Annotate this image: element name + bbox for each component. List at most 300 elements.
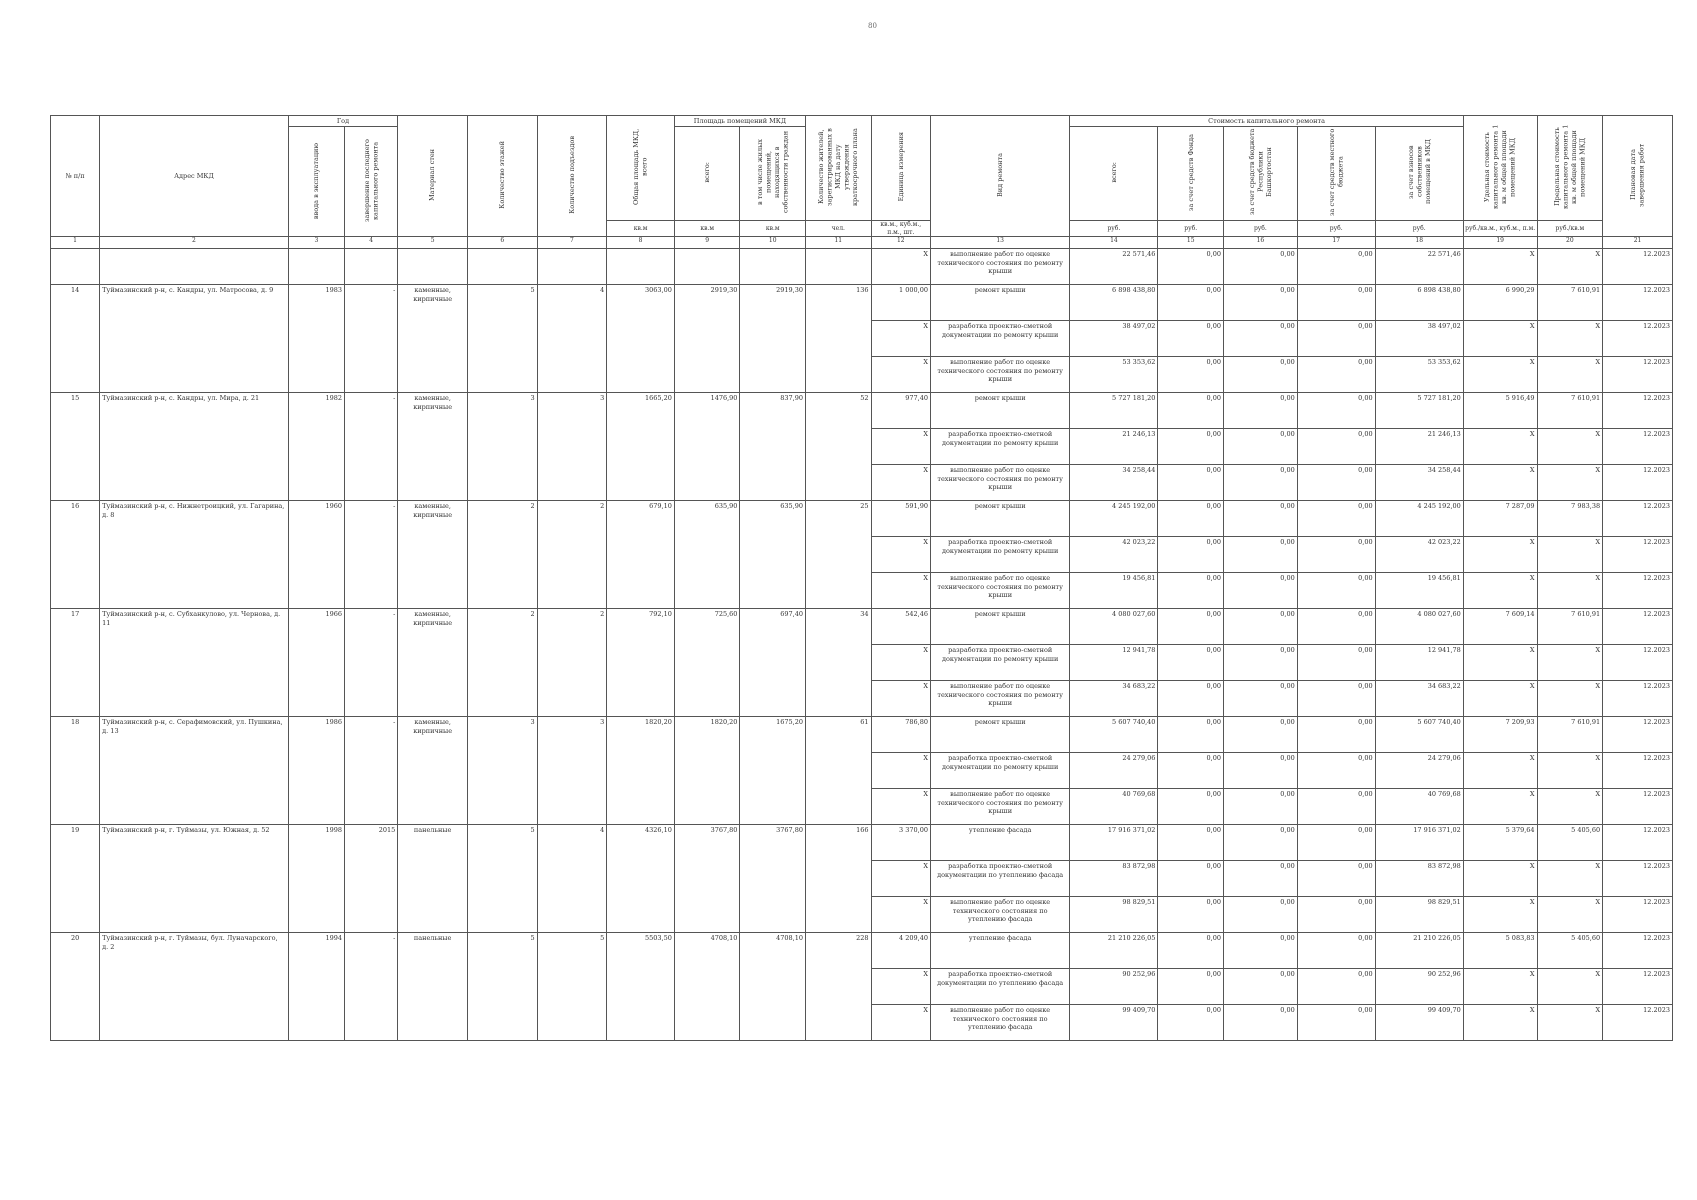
cell-cost-owners: 21 210 226,05 [1375, 933, 1463, 969]
cell-cost-fund: 0,00 [1158, 429, 1224, 465]
cell-cost-owners: 83 872,98 [1375, 861, 1463, 897]
cell-cost-fund: 0,00 [1158, 573, 1224, 609]
cell-cost-republic: 0,00 [1224, 429, 1298, 465]
cell-cost-total: 4 080 027,60 [1070, 609, 1158, 645]
cell-num: 19 [51, 825, 100, 933]
cell-residents: 52 [806, 393, 872, 501]
cell-specific-cost: Х [1463, 969, 1537, 1005]
column-number: 11 [806, 237, 872, 249]
column-numbers-row [51, 237, 1673, 249]
cell-cost-owners: 4 080 027,60 [1375, 609, 1463, 645]
header-cost-fund: за счет средств Фонда [1158, 127, 1224, 220]
unit-specific: руб./кв.м., куб.м., п.м. [1463, 220, 1537, 237]
cell-planned-date: 12.2023 [1603, 753, 1673, 789]
cell-cost-owners: 90 252,96 [1375, 969, 1463, 1005]
cell-planned-date: 12.2023 [1603, 645, 1673, 681]
cell-cost-republic: 0,00 [1224, 933, 1298, 969]
cell-cost-total: 21 246,13 [1070, 429, 1158, 465]
header-premises-residential: в том числе жилых помещений, находящихся в собственности граждан [740, 127, 806, 220]
cell-cost-local: 0,00 [1297, 717, 1375, 753]
cell-cost-fund: 0,00 [1158, 861, 1224, 897]
cell-entrances: 4 [537, 825, 607, 933]
cell-cost-owners: 34 683,22 [1375, 681, 1463, 717]
cell-premises-residential: 697,40 [740, 609, 806, 717]
cell-max-cost: 7 983,38 [1537, 501, 1603, 537]
cell-year-built: 1960 [288, 501, 344, 609]
cell-measure: 977,40 [871, 393, 930, 429]
cell-cost-local: 0,00 [1297, 321, 1375, 357]
cell-year-repair: 2015 [345, 825, 398, 933]
cell-repair-type: разработка проектно-сметной документации по ремонту крыши [931, 537, 1070, 573]
header-specific-cost: Удельная стоимость капитального ремонта 1 кв. м общей площади помещений МКД [1463, 116, 1537, 221]
cell-repair-type: разработка проектно-сметной документации по ремонту крыши [931, 429, 1070, 465]
column-number: 10 [740, 237, 806, 249]
column-number: 20 [1537, 237, 1603, 249]
column-number: 5 [398, 237, 468, 249]
cell-cost-fund: 0,00 [1158, 645, 1224, 681]
header-total-area: Общая площадь МКД, всего [607, 116, 675, 221]
unit-measure: кв.м., куб.м., п.м., шт. [871, 220, 930, 237]
cell-specific-cost: Х [1463, 465, 1537, 501]
column-number: 21 [1603, 237, 1673, 249]
cell-measure: Х [871, 465, 930, 501]
cell-planned-date: 12.2023 [1603, 393, 1673, 429]
cell-cost-owners: 19 456,81 [1375, 573, 1463, 609]
cell-cost-owners: 17 916 371,02 [1375, 825, 1463, 861]
cell-repair-type: разработка проектно-сметной документации по ремонту крыши [931, 321, 1070, 357]
cell-cost-owners: 34 258,44 [1375, 465, 1463, 501]
cell-cost-owners: 53 353,62 [1375, 357, 1463, 393]
cell-cost-total: 12 941,78 [1070, 645, 1158, 681]
cell-repair-type: разработка проектно-сметной документации по утеплению фасада [931, 861, 1070, 897]
header-year-commission: ввода в эксплуатацию [288, 127, 344, 237]
cell-num: 14 [51, 285, 100, 393]
cell-year-repair: - [345, 501, 398, 609]
cell-floors: 5 [467, 285, 537, 393]
cell-year-repair: - [345, 717, 398, 825]
unit-rub-republic: руб. [1224, 220, 1298, 237]
repair-plan-table-container [50, 115, 1673, 1041]
cell-year-repair: - [345, 933, 398, 1041]
cell-cost-republic: 0,00 [1224, 717, 1298, 753]
cell-planned-date: 12.2023 [1603, 933, 1673, 969]
header-residents: Количество жителей, зарегистрированных в МКД на дату утверждения краткосрочного плана [806, 116, 872, 221]
cell-entrances: 5 [537, 933, 607, 1041]
table-row [51, 933, 1673, 969]
cell-repair-type: утепление фасада [931, 933, 1070, 969]
column-number: 16 [1224, 237, 1298, 249]
cell-cost-republic: 0,00 [1224, 1005, 1298, 1041]
cell-residents: 228 [806, 933, 872, 1041]
cell-cost-fund: 0,00 [1158, 897, 1224, 933]
cell-planned-date: 12.2023 [1603, 285, 1673, 321]
column-number: 13 [931, 237, 1070, 249]
cell-wall-material: панельные [398, 933, 468, 1041]
cell-planned-date: 12.2023 [1603, 609, 1673, 645]
cell-measure: Х [871, 537, 930, 573]
cell-year-repair: - [345, 609, 398, 717]
cell-cost-owners: 40 769,68 [1375, 789, 1463, 825]
table-body [51, 249, 1673, 1041]
cell-cost-total: 17 916 371,02 [1070, 825, 1158, 861]
cell-planned-date: 12.2023 [1603, 825, 1673, 861]
cell-floors: 2 [467, 501, 537, 609]
unit-rub-owners: руб. [1375, 220, 1463, 237]
cell-cost-republic: 0,00 [1224, 357, 1298, 393]
cell-total-area: 3063,00 [607, 285, 675, 393]
cell-max-cost: Х [1537, 573, 1603, 609]
cell-measure: Х [871, 321, 930, 357]
cell-floors: 5 [467, 825, 537, 933]
cell-cost-fund: 0,00 [1158, 789, 1224, 825]
table-row [51, 609, 1673, 645]
cell-cost-fund: 0,00 [1158, 969, 1224, 1005]
cell-year-built: 1986 [288, 717, 344, 825]
cell-cost-republic: 0,00 [1224, 321, 1298, 357]
cell-repair-type: утепление фасада [931, 825, 1070, 861]
cell-cost-fund: 0,00 [1158, 537, 1224, 573]
cell-specific-cost: Х [1463, 321, 1537, 357]
cell-cost-local: 0,00 [1297, 681, 1375, 717]
cell-specific-cost: Х [1463, 681, 1537, 717]
table-row [51, 825, 1673, 861]
cell-cost-local: 0,00 [1297, 753, 1375, 789]
cell-cost-local: 0,00 [1297, 645, 1375, 681]
cell-specific-cost: 7 287,09 [1463, 501, 1537, 537]
cell-num: 17 [51, 609, 100, 717]
column-number: 1 [51, 237, 100, 249]
cell-specific-cost: 7 209,93 [1463, 717, 1537, 753]
cell-entrances: 2 [537, 609, 607, 717]
cell-max-cost: 5 405,60 [1537, 933, 1603, 969]
cell-year-repair: - [345, 285, 398, 393]
unit-area: кв.м [607, 220, 675, 237]
cell-address: Туймазинский р-н, с. Нижнетроицкий, ул. Гагарина, д. 8 [100, 501, 289, 609]
column-number: 19 [1463, 237, 1537, 249]
cell-wall-material: панельные [398, 825, 468, 933]
cell-cost-local: 0,00 [1297, 609, 1375, 645]
cell-cost-total: 83 872,98 [1070, 861, 1158, 897]
unit-area2: кв.м [674, 220, 740, 237]
cell-cost-republic: 0,00 [1224, 645, 1298, 681]
cell-cost-owners: 38 497,02 [1375, 321, 1463, 357]
cell-entrances: 4 [537, 285, 607, 393]
cell-max-cost: Х [1537, 897, 1603, 933]
cell-year-built: 1998 [288, 825, 344, 933]
unit-people: чел. [806, 220, 872, 237]
cell-cost-republic: 0,00 [1224, 393, 1298, 429]
cell-total-area: 679,10 [607, 501, 675, 609]
cell-measure: Х [871, 969, 930, 1005]
cell-specific-cost: Х [1463, 573, 1537, 609]
cell-cost-fund: 0,00 [1158, 249, 1224, 285]
cell-planned-date: 12.2023 [1603, 897, 1673, 933]
cell-premises-total: 635,90 [674, 501, 740, 609]
cell-cost-republic: 0,00 [1224, 249, 1298, 285]
cell-premises-residential: 2919,30 [740, 285, 806, 393]
cell-cost-total: 98 829,51 [1070, 897, 1158, 933]
cell-planned-date: 12.2023 [1603, 1005, 1673, 1041]
cell-specific-cost: Х [1463, 537, 1537, 573]
header-floors: Количество этажей [467, 116, 537, 237]
repair-plan-table [50, 115, 1673, 1041]
cell-planned-date: 12.2023 [1603, 717, 1673, 753]
cell-planned-date: 12.2023 [1603, 465, 1673, 501]
cell-measure: 591,90 [871, 501, 930, 537]
cell-num: 16 [51, 501, 100, 609]
cell-planned-date: 12.2023 [1603, 789, 1673, 825]
cell-cost-republic: 0,00 [1224, 537, 1298, 573]
cell-repair-type: разработка проектно-сметной документации по ремонту крыши [931, 645, 1070, 681]
cell-address: Туймазинский р-н, г. Туймазы, ул. Южная, д. 52 [100, 825, 289, 933]
cell-entrances: 3 [537, 393, 607, 501]
cell-cost-republic: 0,00 [1224, 681, 1298, 717]
cell-cost-local: 0,00 [1297, 429, 1375, 465]
column-number: 15 [1158, 237, 1224, 249]
cell-specific-cost: Х [1463, 429, 1537, 465]
cell-measure: Х [871, 897, 930, 933]
cell-cost-owners: 21 246,13 [1375, 429, 1463, 465]
cell-cost-local: 0,00 [1297, 285, 1375, 321]
cell-floors: 3 [467, 717, 537, 825]
cell-repair-type: ремонт крыши [931, 501, 1070, 537]
cell-measure: Х [871, 357, 930, 393]
header-cost-republic: за счет средств бюджета Республики Башкортостан [1224, 127, 1298, 220]
cell-max-cost: Х [1537, 429, 1603, 465]
column-number: 12 [871, 237, 930, 249]
cell-address: Туймазинский р-н, с. Кандры, ул. Матросова, д. 9 [100, 285, 289, 393]
cell-cost-local: 0,00 [1297, 537, 1375, 573]
cell-cost-local: 0,00 [1297, 393, 1375, 429]
cell-max-cost: Х [1537, 321, 1603, 357]
cell-premises-residential: 4708,10 [740, 933, 806, 1041]
cell-max-cost: Х [1537, 753, 1603, 789]
cell-max-cost: Х [1537, 969, 1603, 1005]
cell-cost-total: 24 279,06 [1070, 753, 1158, 789]
cell-cost-local: 0,00 [1297, 861, 1375, 897]
cell-cost-local: 0,00 [1297, 357, 1375, 393]
cell-wall-material: каменные, кирпичные [398, 393, 468, 501]
cell-max-cost: 7 610,91 [1537, 609, 1603, 645]
header-planned-date: Плановая дата завершения работ [1603, 116, 1673, 237]
cell-cost-owners: 22 571,46 [1375, 249, 1463, 285]
cell-specific-cost: Х [1463, 789, 1537, 825]
cell-premises-residential: 3767,80 [740, 825, 806, 933]
cell-cost-local: 0,00 [1297, 1005, 1375, 1041]
cell-repair-type: выполнение работ по оценке технического состояния по ремонту крыши [931, 573, 1070, 609]
cell-total-area: 1820,20 [607, 717, 675, 825]
header-address: Адрес МКД [100, 116, 289, 237]
cell-max-cost: Х [1537, 537, 1603, 573]
cell-max-cost: 7 610,91 [1537, 717, 1603, 753]
cell-premises-total: 725,60 [674, 609, 740, 717]
column-number: 14 [1070, 237, 1158, 249]
cell-premises-total: 4708,10 [674, 933, 740, 1041]
cell-premises-total: 3767,80 [674, 825, 740, 933]
cell-wall-material: каменные, кирпичные [398, 501, 468, 609]
cell-residents: 61 [806, 717, 872, 825]
cell-measure: Х [871, 249, 930, 285]
cell-total-area: 5503,50 [607, 933, 675, 1041]
column-number: 8 [607, 237, 675, 249]
cell-cost-total: 4 245 192,00 [1070, 501, 1158, 537]
cell-cost-fund: 0,00 [1158, 285, 1224, 321]
cell-total-area: 4326,10 [607, 825, 675, 933]
cell-max-cost: Х [1537, 465, 1603, 501]
header-premises-group: Площадь помещений МКД [674, 116, 805, 127]
cell-specific-cost: Х [1463, 753, 1537, 789]
cell-cost-republic: 0,00 [1224, 609, 1298, 645]
cell-planned-date: 12.2023 [1603, 357, 1673, 393]
cell-premises-residential: 635,90 [740, 501, 806, 609]
cell-cost-fund: 0,00 [1158, 321, 1224, 357]
cell-cost-total: 99 409,70 [1070, 1005, 1158, 1041]
cell-cost-local: 0,00 [1297, 825, 1375, 861]
cell-cost-local: 0,00 [1297, 249, 1375, 285]
cell-cost-republic: 0,00 [1224, 897, 1298, 933]
cell-num: 18 [51, 717, 100, 825]
column-number: 7 [537, 237, 607, 249]
cell-premises-total: 1476,90 [674, 393, 740, 501]
cell-cost-fund: 0,00 [1158, 717, 1224, 753]
cell-planned-date: 12.2023 [1603, 501, 1673, 537]
cell-max-cost: 7 610,91 [1537, 393, 1603, 429]
cell-planned-date: 12.2023 [1603, 681, 1673, 717]
cell-planned-date: 12.2023 [1603, 537, 1673, 573]
cell-cost-republic: 0,00 [1224, 789, 1298, 825]
cell-cost-total: 34 258,44 [1070, 465, 1158, 501]
cell-cost-local: 0,00 [1297, 573, 1375, 609]
cell-premises-total: 2919,30 [674, 285, 740, 393]
cell-cost-fund: 0,00 [1158, 465, 1224, 501]
cell-residents: 166 [806, 825, 872, 933]
cell-cost-republic: 0,00 [1224, 573, 1298, 609]
cell-floors: 3 [467, 393, 537, 501]
cell-cost-total: 5 727 181,20 [1070, 393, 1158, 429]
cell-cost-local: 0,00 [1297, 933, 1375, 969]
cell-measure: 786,80 [871, 717, 930, 753]
header-repair-type: Вид ремонта [931, 116, 1070, 237]
cell-repair-type: выполнение работ по оценке технического состояния по ремонту крыши [931, 789, 1070, 825]
cell-premises-total: 1820,20 [674, 717, 740, 825]
cell-cost-owners: 24 279,06 [1375, 753, 1463, 789]
cell-cost-local: 0,00 [1297, 897, 1375, 933]
cell-premises-residential: 1675,20 [740, 717, 806, 825]
cell-max-cost: Х [1537, 249, 1603, 285]
cell-planned-date: 12.2023 [1603, 249, 1673, 285]
cell-repair-type: ремонт крыши [931, 717, 1070, 753]
cell-floors: 2 [467, 609, 537, 717]
cell-max-cost: Х [1537, 1005, 1603, 1041]
cell-wall-material: каменные, кирпичные [398, 285, 468, 393]
cell-residents: 25 [806, 501, 872, 609]
cell-cost-owners: 42 023,22 [1375, 537, 1463, 573]
header-cost-local: за счет средств местного бюджета [1297, 127, 1375, 220]
header-year-group: Год [288, 116, 398, 127]
cell-repair-type: ремонт крыши [931, 393, 1070, 429]
cell-cost-republic: 0,00 [1224, 501, 1298, 537]
cell-measure: Х [871, 1005, 930, 1041]
header-entrances: Количество подъездов [537, 116, 607, 237]
cell-cost-republic: 0,00 [1224, 465, 1298, 501]
cell-specific-cost: Х [1463, 897, 1537, 933]
column-number: 6 [467, 237, 537, 249]
cell-cost-owners: 6 898 438,80 [1375, 285, 1463, 321]
cell-cost-owners: 12 941,78 [1375, 645, 1463, 681]
cell-cost-republic: 0,00 [1224, 861, 1298, 897]
cell-cost-owners: 5 607 740,40 [1375, 717, 1463, 753]
column-number: 3 [288, 237, 344, 249]
cell-measure: Х [871, 573, 930, 609]
table-row [51, 501, 1673, 537]
cell-planned-date: 12.2023 [1603, 573, 1673, 609]
cell-year-built: 1994 [288, 933, 344, 1041]
cell-cost-total: 90 252,96 [1070, 969, 1158, 1005]
cell-measure: Х [871, 681, 930, 717]
page-number: 80 [868, 22, 877, 30]
cell-max-cost: Х [1537, 681, 1603, 717]
column-number: 17 [1297, 237, 1375, 249]
column-number: 9 [674, 237, 740, 249]
cell-specific-cost: Х [1463, 645, 1537, 681]
cell-measure: 4 209,40 [871, 933, 930, 969]
cell-cost-fund: 0,00 [1158, 681, 1224, 717]
cell-cost-republic: 0,00 [1224, 753, 1298, 789]
cell-cost-local: 0,00 [1297, 789, 1375, 825]
cell-cost-local: 0,00 [1297, 501, 1375, 537]
cell-measure: 542,46 [871, 609, 930, 645]
cell-measure: Х [871, 789, 930, 825]
unit-area3: кв.м [740, 220, 806, 237]
header-num: № п/п [51, 116, 100, 237]
cell-entrances: 3 [537, 717, 607, 825]
header-wall-material: Материал стен [398, 116, 468, 237]
cell-total-area: 792,10 [607, 609, 675, 717]
cell-cost-owners: 98 829,51 [1375, 897, 1463, 933]
column-number: 2 [100, 237, 289, 249]
cell-year-built: 1983 [288, 285, 344, 393]
cell-max-cost: Х [1537, 861, 1603, 897]
cell-cost-fund: 0,00 [1158, 1005, 1224, 1041]
cell-specific-cost: 5 916,49 [1463, 393, 1537, 429]
cell-measure: 3 370,00 [871, 825, 930, 861]
cell-cost-total: 5 607 740,40 [1070, 717, 1158, 753]
cell-address: Туймазинский р-н, с. Субханкулово, ул. Чернова, д. 11 [100, 609, 289, 717]
unit-rub-fund: руб. [1158, 220, 1224, 237]
cell-repair-type: ремонт крыши [931, 285, 1070, 321]
cell-wall-material: каменные, кирпичные [398, 609, 468, 717]
cell-cost-republic: 0,00 [1224, 969, 1298, 1005]
cell-floors: 5 [467, 933, 537, 1041]
cell-address: Туймазинский р-н, г. Туймазы, бул. Луначарского, д. 2 [100, 933, 289, 1041]
cell-specific-cost: 7 609,14 [1463, 609, 1537, 645]
cell-year-repair: - [345, 393, 398, 501]
cell-num: 20 [51, 933, 100, 1041]
cell-max-cost: Х [1537, 645, 1603, 681]
cell-cost-fund: 0,00 [1158, 933, 1224, 969]
cell-cost-total: 19 456,81 [1070, 573, 1158, 609]
cell-measure: Х [871, 861, 930, 897]
cell-cost-owners: 4 245 192,00 [1375, 501, 1463, 537]
cell-cost-fund: 0,00 [1158, 393, 1224, 429]
cell-repair-type: выполнение работ по оценке технического состояния по ремонту крыши [931, 681, 1070, 717]
cell-max-cost: Х [1537, 789, 1603, 825]
cell-address: Туймазинский р-н, с. Кандры, ул. Мира, д. 21 [100, 393, 289, 501]
cell-specific-cost: Х [1463, 1005, 1537, 1041]
cell-planned-date: 12.2023 [1603, 321, 1673, 357]
header-cost-owners: за счет взносов собственников помещений в МКД [1375, 127, 1463, 220]
cell-cost-republic: 0,00 [1224, 285, 1298, 321]
